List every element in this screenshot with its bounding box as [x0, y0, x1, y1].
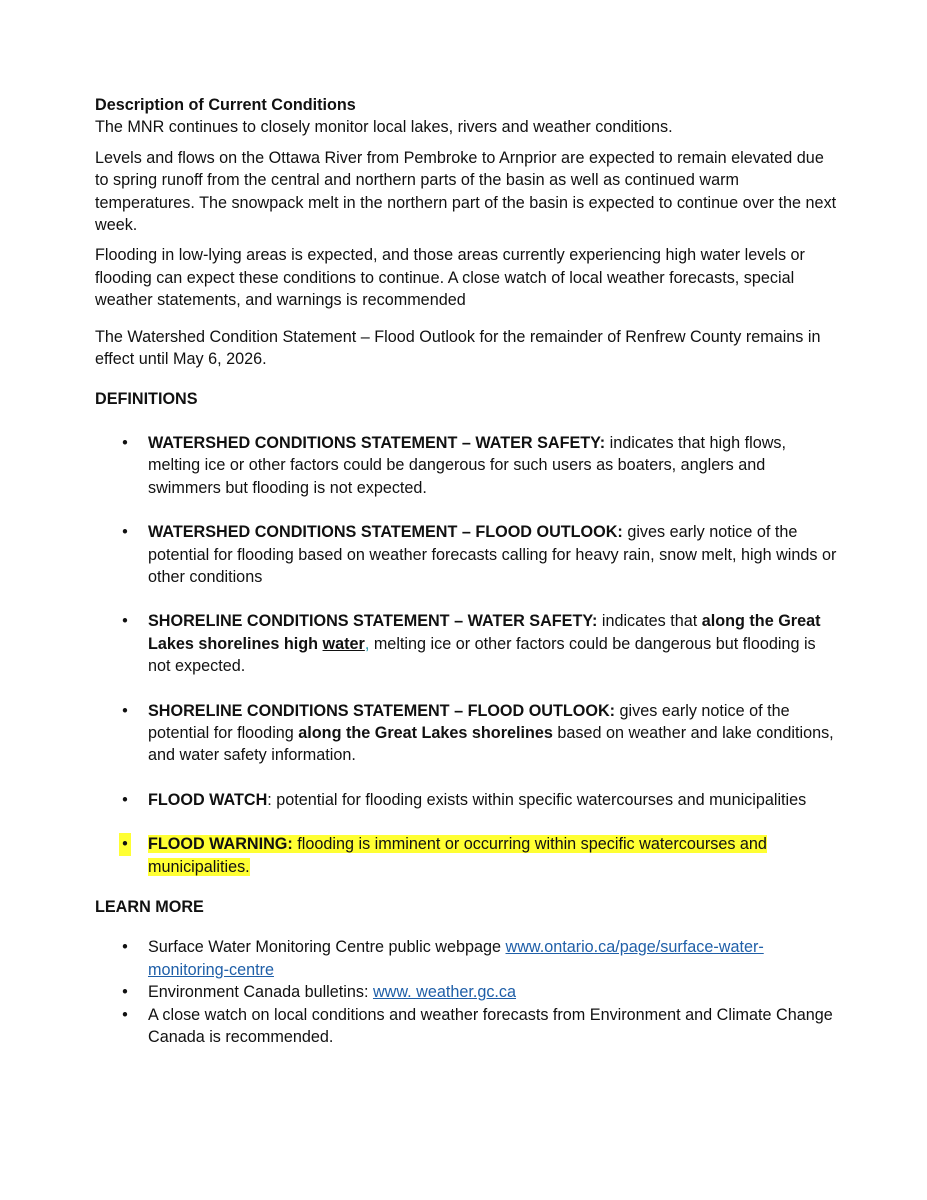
definition-term: FLOOD WATCH: [148, 790, 268, 809]
learn-more-list: [95, 936, 837, 1048]
bullet-icon: •: [119, 833, 131, 855]
learn-more-item: [95, 981, 837, 1003]
bullet-icon: •: [122, 938, 128, 957]
surface-water-link[interactable]: www.ontario.ca/page/surface-water-monitoring-centre: [148, 938, 764, 979]
description-paragraph-4: The Watershed Condition Statement – Flood Outlook for the remainder of Renfrew County remains in effect until May 6, 2026.: [95, 327, 821, 369]
definitions-list: [95, 432, 837, 878]
definition-comma: ,: [364, 634, 370, 653]
definition-text: flooding is imminent or occurring within specific watercourses and municipalities.: [148, 835, 767, 876]
description-heading: Description of Current Conditions: [95, 96, 356, 114]
bullet-icon: •: [122, 983, 128, 1002]
definition-item-highlighted: [95, 833, 837, 878]
description-paragraph-3: Flooding in low-lying areas is expected, and those areas currently experiencing high water levels or flooding can expect these conditions to continue. A close watch of local weather forecasts, special weather statements, and warnings is recommended: [95, 246, 805, 310]
learn-more-text: A close watch on local conditions and weather forecasts from Environment and Climate Change Canada is recommended.: [148, 1005, 833, 1046]
learn-more-text: Surface Water Monitoring Centre public webpage: [148, 938, 506, 957]
bullet-icon: •: [122, 523, 128, 542]
definition-text: gives early notice of the potential for flooding based on weather forecasts calling for heavy rain, snow melt, high winds or other conditions: [148, 523, 837, 586]
definition-item: [95, 789, 837, 811]
bullet-icon: •: [122, 790, 128, 809]
definition-underlined-word: water: [322, 634, 365, 653]
bullet-icon: •: [122, 612, 128, 631]
description-line1: The MNR continues to closely monitor local lakes, rivers and weather conditions.: [95, 118, 673, 137]
learn-more-text: Environment Canada bulletins:: [148, 983, 373, 1002]
definition-item: [95, 700, 837, 767]
highlight-span: [148, 835, 767, 875]
definition-term: WATERSHED CONDITIONS STATEMENT – FLOOD OUTLOOK:: [148, 523, 623, 542]
definition-text: : potential for flooding exists within specific watercourses and municipalities: [267, 790, 807, 809]
bullet-icon: •: [122, 433, 128, 452]
learn-more-item: [95, 1004, 837, 1049]
learn-more-item: [95, 936, 837, 981]
definition-item: [95, 521, 837, 588]
definition-term: WATERSHED CONDITIONS STATEMENT – WATER SAFETY:: [148, 433, 606, 452]
bullet-icon: •: [122, 701, 128, 720]
description-paragraph-2: Levels and flows on the Ottawa River from Pembroke to Arnprior are expected to remain elevated due to spring runoff from the central and northern parts of the basin as well as continued warm temperatures. The snowpack melt in the northern part of the basin is expected to continue over the next week.: [95, 148, 837, 235]
definition-term: SHORELINE CONDITIONS STATEMENT – WATER SAFETY:: [148, 612, 598, 631]
definition-item: [95, 432, 837, 499]
definition-text: indicates that: [597, 612, 702, 631]
definition-term: FLOOD WARNING:: [148, 835, 293, 854]
definition-emphasis: along the Great Lakes shorelines: [298, 723, 553, 742]
definition-item: [95, 610, 837, 677]
definition-emphasis: along the Great Lakes shorelines high: [148, 612, 821, 653]
definition-text-tail: based on weather and lake conditions, and water safety information.: [148, 723, 834, 765]
definition-text: gives early notice of the potential for flooding: [148, 701, 790, 742]
definition-term: SHORELINE CONDITIONS STATEMENT – FLOOD OUTLOOK:: [148, 701, 616, 720]
definition-text: indicates that high flows, melting ice or other factors could be dangerous for such users as boaters, anglers and swimmers but flooding is not expected.: [148, 433, 787, 497]
learn-more-heading: LEARN MORE: [95, 897, 204, 916]
definition-text-tail: melting ice or other factors could be dangerous but flooding is not expected.: [148, 634, 816, 676]
bullet-icon: •: [122, 1005, 128, 1024]
weather-gc-link[interactable]: www. weather.gc.ca: [372, 983, 517, 1002]
definitions-heading: DEFINITIONS: [95, 390, 198, 409]
